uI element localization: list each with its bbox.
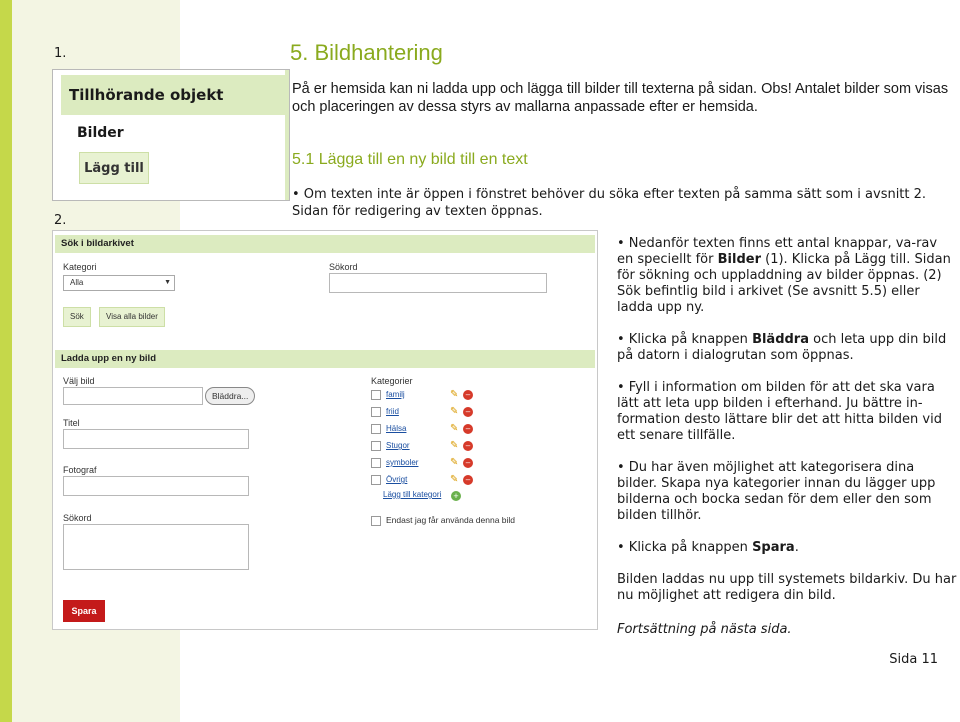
add-category-link[interactable]: Lägg till kategori: [383, 490, 442, 499]
pencil-icon[interactable]: ✎: [450, 457, 459, 468]
category-select-value: Alla: [70, 278, 84, 287]
title-input[interactable]: [63, 429, 249, 449]
step-marker-2: 2.: [54, 213, 67, 228]
category-item-friid[interactable]: [371, 405, 399, 419]
pencil-icon[interactable]: ✎: [450, 440, 459, 451]
pencil-icon[interactable]: ✎: [450, 423, 459, 434]
keyword-search-input[interactable]: [329, 273, 547, 293]
page-number: Sida 11: [889, 652, 938, 667]
remove-icon[interactable]: –: [463, 475, 473, 485]
annotation-buttons: • Nedanför texten finns ett antal knappar, va-rav en speciellt för Bilder (1). Klicka på Lägg till. Sidan för sökning och uppladdning av bilder öppnas. (2) Sök befintlig bild i arkivet (Se avsnitt 5.5) eller ladda upp ny.: [617, 236, 951, 315]
browse-button[interactable]: Bläddra...: [205, 387, 255, 405]
screenshot-related-objects: [52, 69, 290, 201]
upload-new-image-header: Ladda upp en ny bild: [55, 350, 595, 368]
category-label: Kategori: [63, 262, 97, 272]
annotation-save: • Klicka på knappen Spara.: [617, 540, 799, 555]
category-select[interactable]: [63, 275, 175, 291]
instruction-bullet-open-text: • Om texten inte är öppen i fönstret behöver du söka efter texten på samma sätt som i avsnitt 2. Sidan för redigering av texten öppnas.: [292, 187, 927, 219]
intro-paragraph: På er hemsida kan ni ladda upp och lägga till bilder till texterna på sidan. Obs! Antalet bilder som visas och placeringen av dessa styrs av mallarna anpassade efter er hemsida.: [292, 81, 949, 115]
category-name[interactable]: Hälsa: [386, 424, 407, 433]
subsection-heading: 5.1 Lägga till en ny bild till en text: [292, 151, 528, 168]
category-checkbox[interactable]: [371, 458, 381, 468]
pencil-icon[interactable]: ✎: [450, 474, 459, 485]
category-item-ovrigt[interactable]: [371, 473, 407, 487]
chevron-down-icon: ▼: [164, 279, 171, 286]
panel-edge: [285, 70, 289, 200]
accent-bar: [0, 0, 12, 722]
category-checkbox[interactable]: [371, 424, 381, 434]
category-name[interactable]: Stugor: [386, 441, 410, 450]
annotation-fill-info: • Fyll i information om bilden för att det ska vara lätt att leta upp bilden i efterhand. Ju bättre in-formation desto lättare blir det att hitta bilden vid ett senare tillfälle.: [617, 380, 942, 443]
choose-image-label: Välj bild: [63, 376, 95, 386]
category-name[interactable]: familj: [386, 390, 405, 399]
remove-icon[interactable]: –: [463, 441, 473, 451]
show-all-images-button[interactable]: Visa alla bilder: [99, 307, 165, 327]
screenshot-image-archive: [52, 230, 598, 630]
remove-icon[interactable]: –: [463, 407, 473, 417]
category-item-familj[interactable]: [371, 388, 405, 402]
only-me-option[interactable]: [371, 515, 515, 526]
annotation-uploaded: Bilden laddas nu upp till systemets bildarkiv. Du har nu möjlighet att redigera din bild.: [617, 572, 957, 603]
continuation-note: Fortsättning på nästa sida.: [617, 622, 792, 637]
category-name[interactable]: symboler: [386, 458, 419, 467]
annotation-categorize: • Du har även möjlighet att kategorisera dina bilder. Skapa nya kategorier innan du lägger upp bilderna och bocka sedan för dem eller den som bilden tillhör.: [617, 460, 936, 523]
remove-icon[interactable]: –: [463, 458, 473, 468]
file-path-input[interactable]: [63, 387, 203, 405]
category-checkbox[interactable]: [371, 441, 381, 451]
save-button[interactable]: Spara: [63, 600, 105, 622]
keywords-textarea[interactable]: [63, 524, 249, 570]
keywords-label: Sökord: [63, 513, 92, 523]
related-objects-header: Tillhörande objekt: [61, 75, 287, 115]
search-button[interactable]: Sök: [63, 307, 91, 327]
category-checkbox[interactable]: [371, 407, 381, 417]
search-archive-header: Sök i bildarkivet: [55, 235, 595, 253]
category-item-halsa[interactable]: [371, 422, 406, 436]
pencil-icon[interactable]: ✎: [450, 406, 459, 417]
category-name[interactable]: friid: [386, 407, 399, 416]
plus-icon[interactable]: +: [451, 491, 461, 501]
title-label: Titel: [63, 418, 80, 428]
remove-icon[interactable]: –: [463, 390, 473, 400]
photographer-input[interactable]: [63, 476, 249, 496]
category-item-symboler[interactable]: [371, 456, 418, 470]
category-checkbox[interactable]: [371, 475, 381, 485]
keyword-label: Sökord: [329, 262, 358, 272]
remove-icon[interactable]: –: [463, 424, 473, 434]
photographer-label: Fotograf: [63, 465, 97, 475]
section-heading: 5. Bildhantering: [290, 40, 443, 65]
only-me-label: Endast jag får använda denna bild: [386, 515, 516, 525]
step-marker-1: 1.: [54, 46, 67, 61]
annotation-browse: • Klicka på knappen Bläddra och leta upp din bild på datorn i dialogrutan som öppnas.: [617, 332, 947, 363]
category-name[interactable]: Övrigt: [386, 475, 408, 484]
category-checkbox[interactable]: [371, 390, 381, 400]
images-section-label: Bilder: [77, 125, 124, 141]
pencil-icon[interactable]: ✎: [450, 389, 459, 400]
only-me-checkbox[interactable]: [371, 516, 381, 526]
category-item-stugor[interactable]: [371, 439, 410, 453]
add-image-button[interactable]: Lägg till: [79, 152, 149, 184]
categories-label: Kategorier: [371, 376, 413, 386]
